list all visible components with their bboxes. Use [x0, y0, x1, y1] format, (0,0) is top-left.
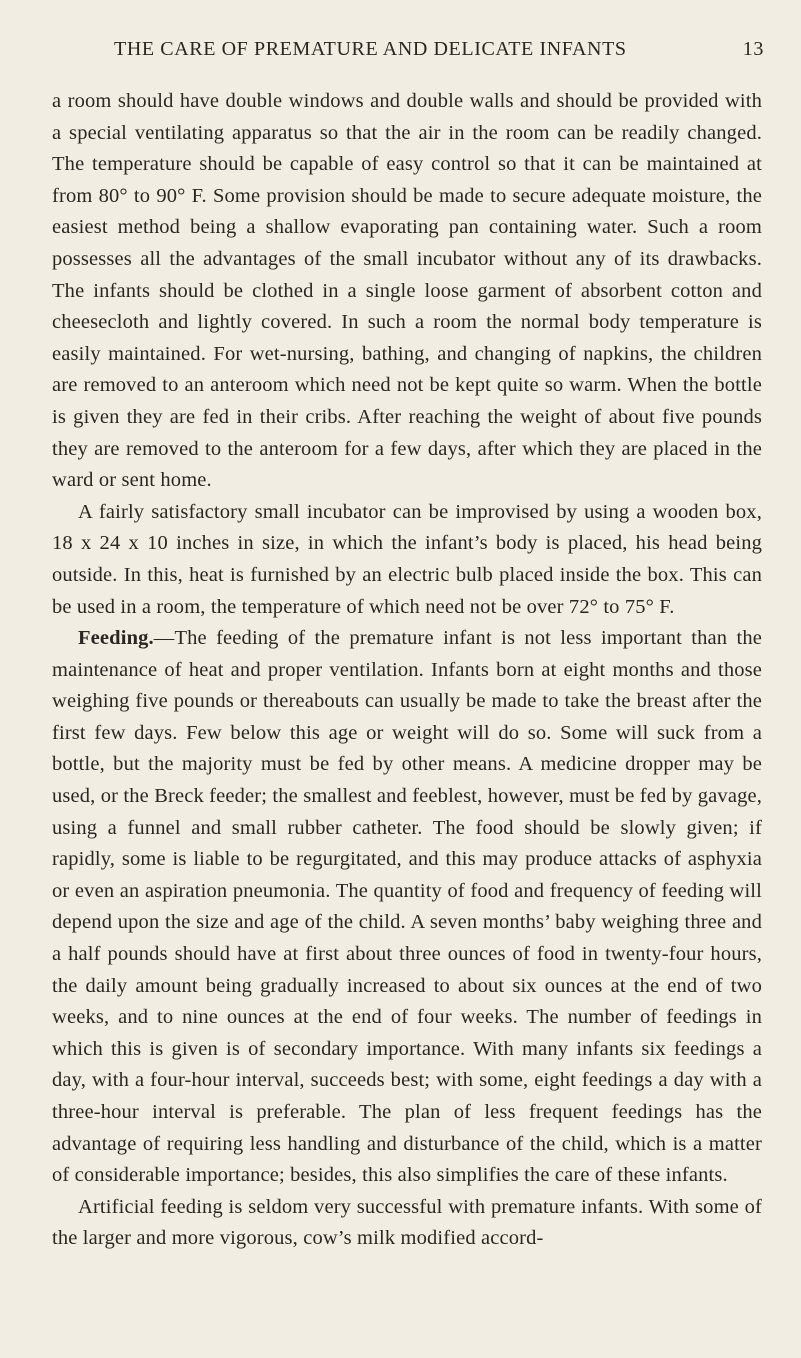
feeding-heading: Feeding.	[78, 627, 154, 650]
paragraph-artificial-feeding: Artificial feeding is seldom very successful with premature infants. With some of the larger and more vigorous, cow’s milk modified accord-	[52, 1195, 762, 1250]
page-number: 13	[742, 38, 764, 60]
paragraph-feeding	[52, 623, 762, 1192]
paragraph-improvised-incubator: A fairly satisfactory small incubator can be improvised by using a wooden box, 18 x 24 x 10 inches in size, in which the infant’s body is placed, his head being outside. In this, heat is furnished by an electric bulb placed inside the box. This can be used in a room, the temperature of which need not be over 72° to 75° F.	[52, 500, 762, 618]
body-text	[52, 86, 762, 1255]
feeding-text: —The feeding of the premature infant is not less important than the maintenance of heat and proper ventilation. Infants born at eight months and those weighing five pounds or thereabouts can usually be made to take the breast after the first few days. Few below this age or weight will do so. Some will suck from a bottle, but the majority must be fed by other means. A medicine dropper may be used, or the Breck feeder; the smallest and feeblest, however, must be fed by gavage, using a funnel and small rubber catheter. The food should be slowly given; if rapidly, some is liable to be regurgitated, and this may produce attacks of asphyxia or even an aspiration pneumonia. The quantity of food and frequency of feeding will depend upon the size and age of the child. A seven months’ baby weighing three and a half pounds should have at first about three ounces of food in twenty-four hours, the daily amount being gradually increased to about six ounces at the end of two weeks, and to nine ounces at the end of four weeks. The number of feedings in which this is given is of secondary importance. With many infants six feedings a day, with a four-hour interval, succeeds best; with some, eight feedings a day with a three-hour interval is preferable. The plan of less frequent feedings has the advantage of requiring less handling and disturbance of the child, which is a matter of considerable importance; besides, this also simplifies the care of these infants.	[52, 627, 762, 1187]
running-title: THE CARE OF PREMATURE AND DELICATE INFANTS	[114, 38, 627, 60]
paragraph-room-continuation: a room should have double windows and double walls and should be provided with a special ventilating apparatus so that the air in the room can be readily changed. The temperature should be capable of easy control so that it can be maintained at from 80° to 90° F. Some provision should be made to secure adequate moisture, the easiest method being a shallow evaporating pan containing water. Such a room possesses all the advantages of the small incubator without any of its drawbacks. The infants should be clothed in a single loose garment of absorbent cotton and cheesecloth and lightly covered. In such a room the normal body temperature is easily maintained. For wet-nursing, bathing, and changing of napkins, the children are removed to an anteroom which need not be kept quite so warm. When the bottle is given they are fed in their cribs. After reaching the weight of about five pounds they are removed to the anteroom for a few days, after which they are placed in the ward or sent home.	[52, 90, 762, 492]
running-head	[64, 38, 764, 66]
